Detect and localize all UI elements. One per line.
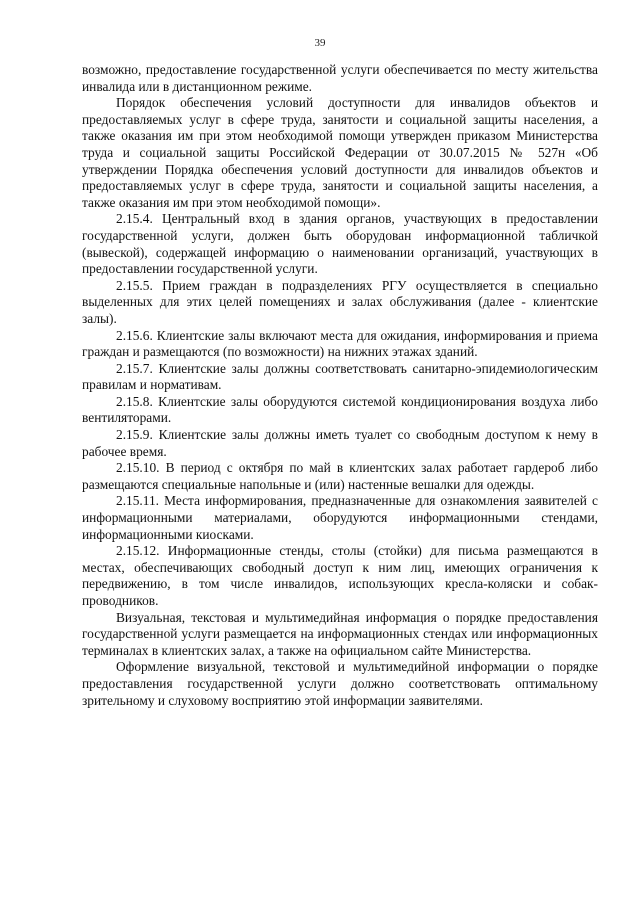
paragraph-2-15-4: 2.15.4. Центральный вход в здания органов, участвующих в предоставлении государственной услуги, должен быть оборудован информационной табличкой (вывеской), содержащей информацию о наименовании организаций, участвующих в предоставлении государственной услуги.	[82, 211, 598, 277]
page-number: 39	[314, 37, 326, 49]
paragraph-continuation: возможно, предоставление государственной услуги обеспечивается по месту жительства инвалида или в дистанционном режиме.	[82, 62, 598, 94]
paragraph-2-15-10: 2.15.10. В период с октября по май в клиентских залах работает гардероб либо размещаются специальные напольные и (или) настенные вешалки для одежды.	[82, 460, 598, 492]
paragraph-2-15-8: 2.15.8. Клиентские залы оборудуются системой кондиционирования воздуха либо вентиляторами.	[82, 393, 598, 426]
paragraph-information-design: Оформление визуальной, текстовой и мультимедийной информации о порядке предоставления государственной услуги должно соответствовать оптимальному зрительному и слуховому восприятию этой информации заявителями.	[82, 659, 598, 708]
paragraph-2-15-9: 2.15.9. Клиентские залы должны иметь туалет со свободным доступом к нему в рабочее время.	[82, 427, 598, 459]
paragraph-accessibility-order: Порядок обеспечения условий доступности для инвалидов объектов и предоставляемых услуг в сфере труда, занятости и социальной защиты населения, а также оказания им при этом необходимой помощи утвержден приказом Министерства труда и социальной защиты Российской Федерации от 30.07.2015 № 527н «Об утверждении Порядка обеспечения условий доступности для инвалидов объектов и предоставляемых услуг в сфере труда, занятости и социальной защиты населения, а также оказания им при этом необходимой помощи».	[82, 95, 598, 210]
page-body	[82, 62, 598, 709]
paragraph-2-15-5: 2.15.5. Прием граждан в подразделениях РГУ осуществляется в специально выделенных для этих целей помещениях и залах обслуживания (далее - клиентские залы).	[82, 277, 598, 326]
paragraph-2-15-6: 2.15.6. Клиентские залы включают места для ожидания, информирования и приема граждан и размещаются (по возможности) на нижних этажах зданий.	[82, 327, 598, 360]
paragraph-2-15-11: 2.15.11. Места информирования, предназначенные для ознакомления заявителей с информационными материалами, оборудуются информационными стендами, информационными киосками.	[82, 493, 598, 542]
paragraph-2-15-7: 2.15.7. Клиентские залы должны соответствовать санитарно-эпидемиологическим правилам и нормативам.	[82, 360, 598, 393]
paragraph-2-15-12: 2.15.12. Информационные стенды, столы (стойки) для письма размещаются в местах, обеспечивающих свободный доступ к ним лиц, имеющих ограничения к передвижению, в том числе инвалидов, использующих кресла-коляски и собак-проводников.	[82, 543, 598, 608]
paragraph-visual-information: Визуальная, текстовая и мультимедийная информация о порядке предоставления государственной услуги размещается на информационных стендах или информационных терминалах в клиентских залах, а также на официальном сайте Министерства.	[82, 609, 598, 658]
